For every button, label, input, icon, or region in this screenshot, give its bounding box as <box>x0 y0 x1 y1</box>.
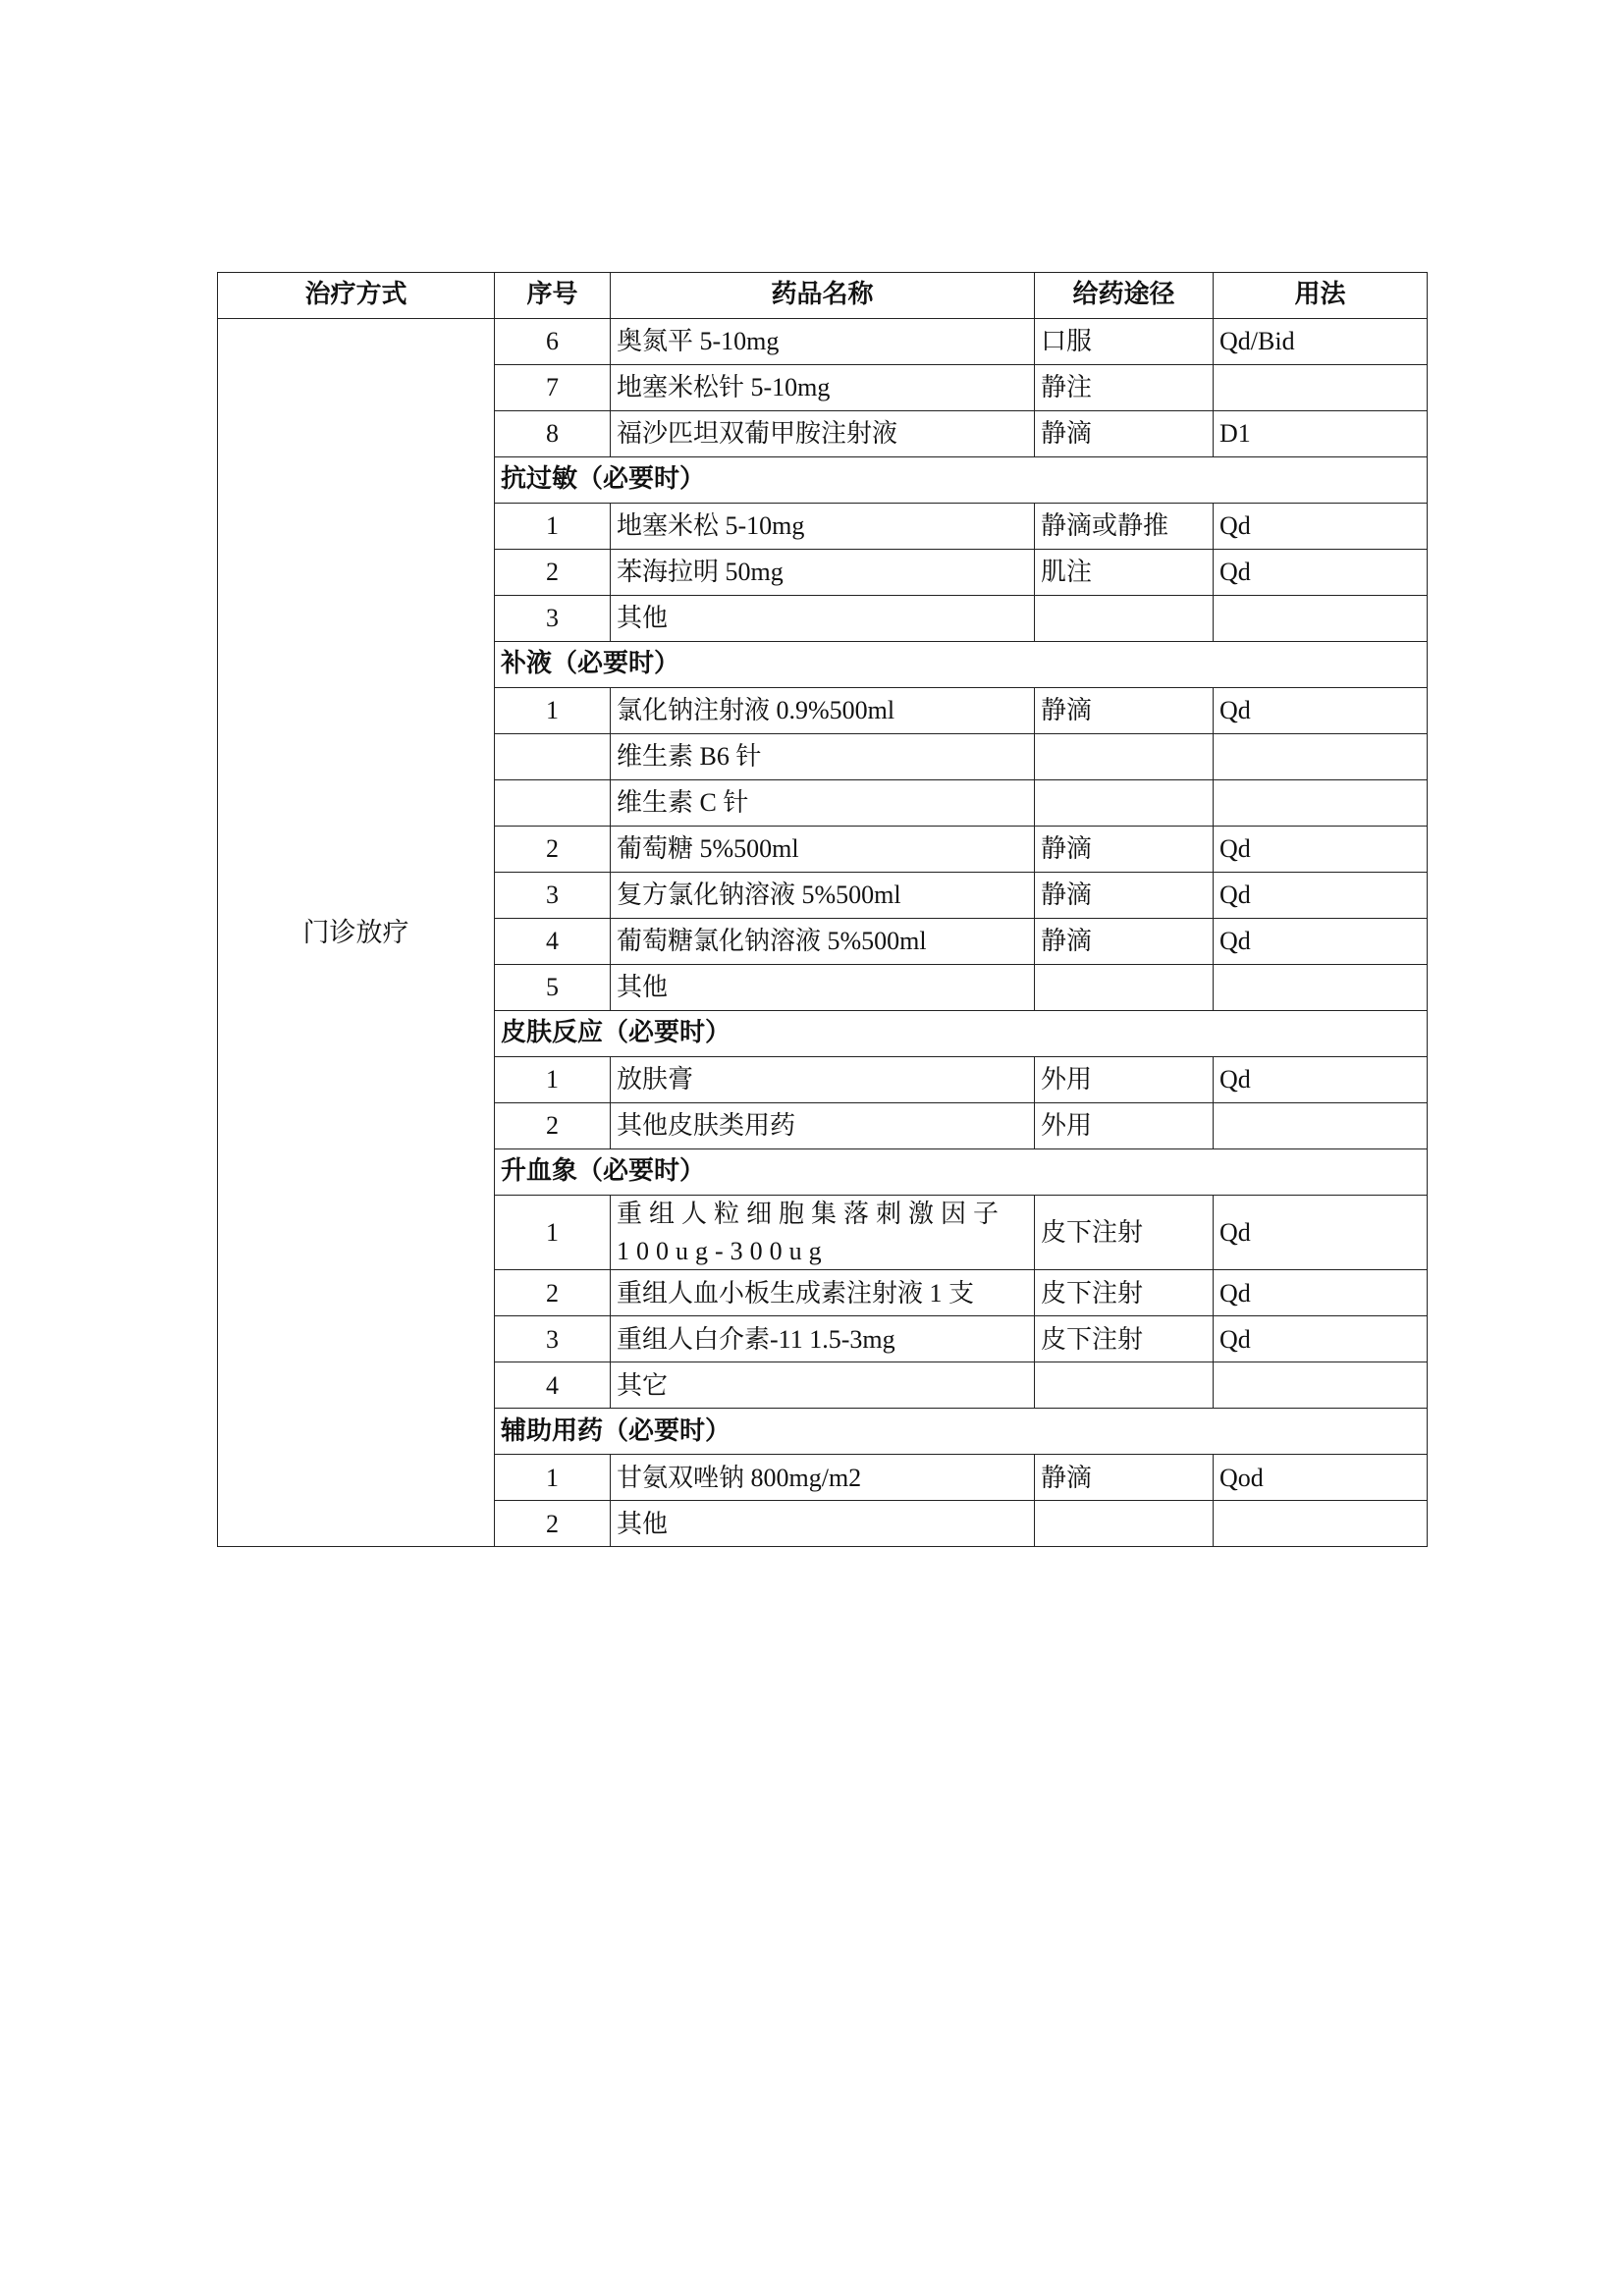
route-cell <box>1035 965 1214 1011</box>
header-name: 药品名称 <box>611 273 1035 319</box>
drug-name-cell: 地塞米松针 5-10mg <box>611 365 1035 411</box>
usage-cell <box>1214 596 1428 642</box>
seq-cell <box>495 734 611 780</box>
drug-name-cell: 其他 <box>611 596 1035 642</box>
route-cell: 静滴 <box>1035 919 1214 965</box>
usage-cell: Qd <box>1214 550 1428 596</box>
drug-name-cell: 复方氯化钠溶液 5%500ml <box>611 873 1035 919</box>
seq-cell: 1 <box>495 1057 611 1103</box>
route-cell: 静滴或静推 <box>1035 504 1214 550</box>
seq-cell: 2 <box>495 1501 611 1547</box>
drug-name-cell: 氯化钠注射液 0.9%500ml <box>611 688 1035 734</box>
route-cell <box>1035 780 1214 827</box>
usage-cell <box>1214 1103 1428 1149</box>
usage-cell: Qd <box>1214 1270 1428 1316</box>
drug-name-cell: 放肤膏 <box>611 1057 1035 1103</box>
section-title: 升血象（必要时） <box>495 1149 1428 1196</box>
drug-table <box>217 272 1428 1547</box>
seq-cell <box>495 780 611 827</box>
header-route: 给药途径 <box>1035 273 1214 319</box>
usage-cell: Qd <box>1214 504 1428 550</box>
seq-cell: 1 <box>495 688 611 734</box>
seq-cell: 4 <box>495 1362 611 1409</box>
drug-name-cell: 其他皮肤类用药 <box>611 1103 1035 1149</box>
route-cell <box>1035 596 1214 642</box>
seq-cell: 2 <box>495 1270 611 1316</box>
drug-name-cell: 其它 <box>611 1362 1035 1409</box>
usage-cell <box>1214 965 1428 1011</box>
usage-cell: Qd <box>1214 1316 1428 1362</box>
usage-cell <box>1214 365 1428 411</box>
header-usage: 用法 <box>1214 273 1428 319</box>
section-title: 抗过敏（必要时） <box>495 457 1428 504</box>
drug-name-cell: 福沙匹坦双葡甲胺注射液 <box>611 411 1035 457</box>
route-cell: 静滴 <box>1035 688 1214 734</box>
usage-cell: Qd <box>1214 919 1428 965</box>
seq-cell: 1 <box>495 1196 611 1270</box>
route-cell: 皮下注射 <box>1035 1270 1214 1316</box>
usage-cell: Qd <box>1214 688 1428 734</box>
usage-cell: Qd <box>1214 873 1428 919</box>
route-cell: 皮下注射 <box>1035 1316 1214 1362</box>
table-row <box>218 319 1428 365</box>
seq-cell: 5 <box>495 965 611 1011</box>
drug-name-cell: 甘氨双唑钠 800mg/m2 <box>611 1455 1035 1501</box>
seq-cell: 2 <box>495 827 611 873</box>
route-cell <box>1035 734 1214 780</box>
table-body <box>218 319 1428 1547</box>
usage-cell: Qd <box>1214 1057 1428 1103</box>
usage-cell: Qd/Bid <box>1214 319 1428 365</box>
usage-cell: Qd <box>1214 1196 1428 1270</box>
usage-cell <box>1214 734 1428 780</box>
drug-name-cell: 奥氮平 5-10mg <box>611 319 1035 365</box>
route-cell <box>1035 1501 1214 1547</box>
usage-cell: Qd <box>1214 827 1428 873</box>
route-cell: 肌注 <box>1035 550 1214 596</box>
usage-cell: Qod <box>1214 1455 1428 1501</box>
section-title: 皮肤反应（必要时） <box>495 1011 1428 1057</box>
section-title: 补液（必要时） <box>495 642 1428 688</box>
drug-name-cell: 其他 <box>611 965 1035 1011</box>
usage-cell <box>1214 1501 1428 1547</box>
header-seq: 序号 <box>495 273 611 319</box>
drug-name-cell: 重组人白介素-11 1.5-3mg <box>611 1316 1035 1362</box>
seq-cell: 3 <box>495 1316 611 1362</box>
seq-cell: 3 <box>495 596 611 642</box>
usage-cell <box>1214 780 1428 827</box>
usage-cell <box>1214 1362 1428 1409</box>
route-cell: 外用 <box>1035 1057 1214 1103</box>
drug-name-cell: 葡萄糖氯化钠溶液 5%500ml <box>611 919 1035 965</box>
drug-name-cell: 葡萄糖 5%500ml <box>611 827 1035 873</box>
seq-cell: 4 <box>495 919 611 965</box>
route-cell: 静滴 <box>1035 827 1214 873</box>
header-treatment: 治疗方式 <box>218 273 495 319</box>
route-cell <box>1035 1362 1214 1409</box>
seq-cell: 3 <box>495 873 611 919</box>
drug-name-cell: 重组人血小板生成素注射液 1 支 <box>611 1270 1035 1316</box>
drug-name-cell: 维生素 B6 针 <box>611 734 1035 780</box>
drug-name-cell: 地塞米松 5-10mg <box>611 504 1035 550</box>
route-cell: 静注 <box>1035 365 1214 411</box>
treatment-group-cell: 门诊放疗 <box>218 319 495 1547</box>
seq-cell: 2 <box>495 550 611 596</box>
seq-cell: 2 <box>495 1103 611 1149</box>
seq-cell: 6 <box>495 319 611 365</box>
usage-cell: D1 <box>1214 411 1428 457</box>
seq-cell: 1 <box>495 1455 611 1501</box>
route-cell: 静滴 <box>1035 1455 1214 1501</box>
seq-cell: 1 <box>495 504 611 550</box>
route-cell: 皮下注射 <box>1035 1196 1214 1270</box>
section-title: 辅助用药（必要时） <box>495 1409 1428 1455</box>
route-cell: 静滴 <box>1035 411 1214 457</box>
route-cell: 外用 <box>1035 1103 1214 1149</box>
seq-cell: 8 <box>495 411 611 457</box>
route-cell: 静滴 <box>1035 873 1214 919</box>
route-cell: 口服 <box>1035 319 1214 365</box>
drug-name-cell: 维生素 C 针 <box>611 780 1035 827</box>
seq-cell: 7 <box>495 365 611 411</box>
header-row <box>218 273 1428 319</box>
drug-name-cell: 苯海拉明 50mg <box>611 550 1035 596</box>
drug-name-cell: 其他 <box>611 1501 1035 1547</box>
drug-name-cell: 重组人粒细胞集落刺激因子 100ug-300ug <box>611 1196 1035 1270</box>
